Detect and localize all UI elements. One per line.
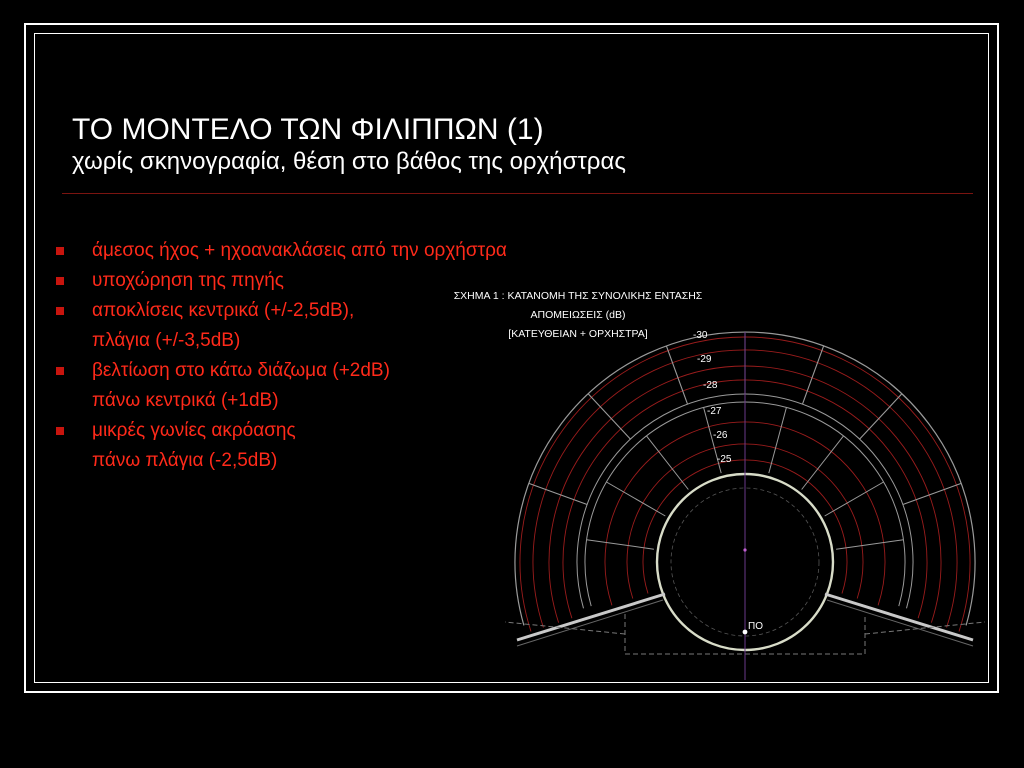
bullet-item: αποκλίσεις κεντρικά (+/-2,5dB), (56, 296, 507, 326)
radial-stair (903, 483, 961, 504)
theatre-plan-diagram (505, 320, 985, 685)
radial-stair (666, 346, 687, 404)
radial-stair (769, 407, 787, 473)
radial-stair (802, 436, 844, 490)
radial-stair (646, 436, 688, 490)
slide-title: ΤΟ ΜΟΝΤΕΛΟ ΤΩΝ ΦΙΛΙΠΠΩΝ (1) (72, 113, 544, 146)
parodos-right-inner (827, 600, 973, 646)
bullet-item: μικρές γωνίες ακρόασης (56, 416, 507, 446)
radial-stair (529, 483, 587, 504)
radial-stair (836, 540, 903, 549)
contour-label: -28 (703, 380, 718, 391)
contour-label: -26 (713, 430, 728, 441)
bullet-item: βελτίωση στο κάτω διάζωμα (+2dB) (56, 356, 507, 386)
figure-caption-line2: ΑΠΟΜΕΙΩΣΕΙΣ (dB) (530, 309, 626, 321)
figure-caption-line3: [ΚΑΤΕΥΘΕΙΑΝ + ΟΡΧΗΣΤΡΑ] (508, 328, 648, 340)
radial-stair (802, 346, 823, 404)
slide-subtitle: χωρίς σκηνογραφία, θέση στο βάθος της ορχήστρας (72, 148, 626, 175)
axis-marker (743, 548, 746, 551)
contour-label: -29 (697, 354, 712, 365)
radial-stair (587, 540, 654, 549)
source-label: ΠΟ (748, 621, 763, 632)
bullet-list (56, 236, 507, 476)
title-divider (62, 193, 973, 194)
contour-label: -27 (707, 406, 722, 417)
parodos-left (517, 594, 665, 640)
figure-caption-line1: ΣΧΗΜΑ 1 : ΚΑΤΑΝΟΜΗ ΤΗΣ ΣΥΝΟΛΙΚΗΣ ΕΝΤΑΣΗΣ (453, 290, 703, 302)
bullet-item: υποχώρηση της πηγής (56, 266, 507, 296)
source-point (743, 630, 748, 635)
radial-stair (825, 482, 884, 516)
radial-stair (606, 482, 665, 516)
radial-stair (860, 394, 902, 439)
contour-label: -25 (717, 454, 732, 465)
parodos-left-inner (517, 600, 663, 646)
parodos-right (825, 594, 973, 640)
bullet-continuation: πλάγια (+/-3,5dB) (92, 330, 241, 351)
radial-stair (588, 394, 630, 439)
bullet-item: άμεσος ήχος + ηχοανακλάσεις από την ορχήστρα (56, 236, 507, 266)
contour-label: -30 (693, 330, 708, 341)
bullet-continuation: πάνω πλάγια (-2,5dB) (92, 450, 278, 471)
bullet-continuation: πάνω κεντρικά (+1dB) (92, 390, 279, 411)
